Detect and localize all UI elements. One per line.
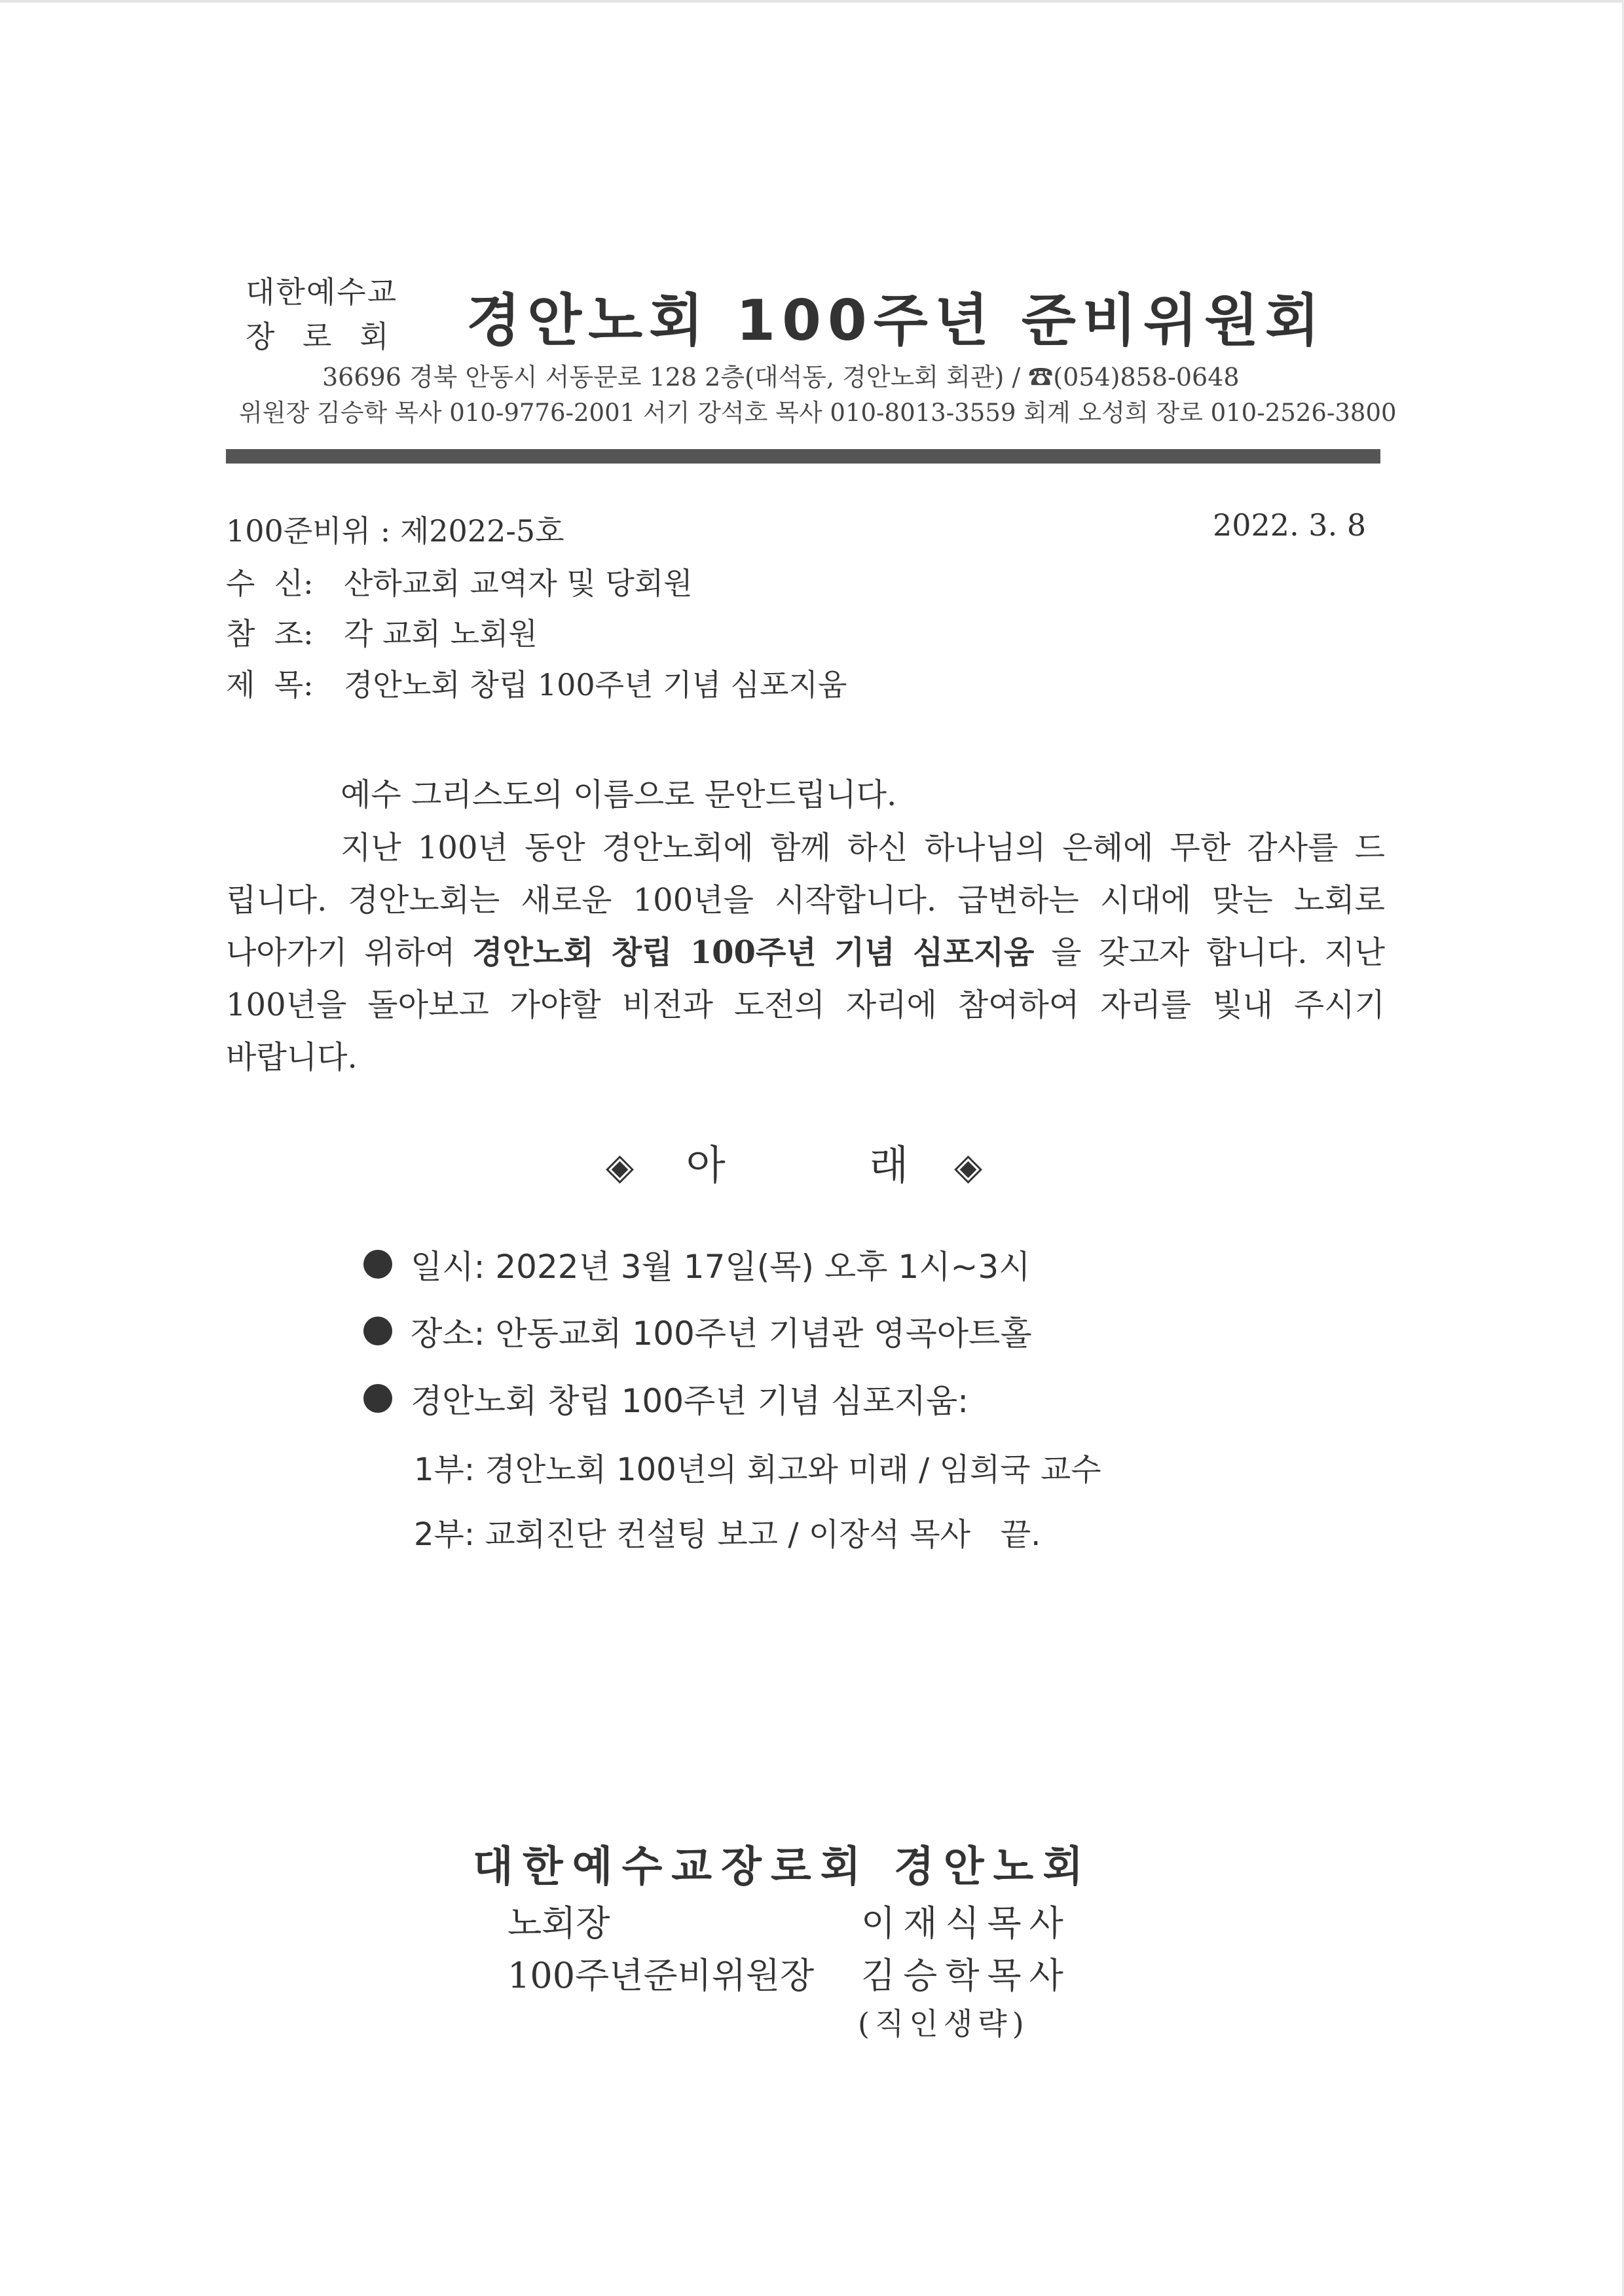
- body-line-5: 바랍니다.: [226, 1039, 358, 1076]
- heading-char-b: 래: [869, 1141, 909, 1189]
- reference-label: 참 조:: [226, 616, 314, 651]
- body-line-1: 지난 100년 동안 경안노회에 함께 하신 하나님의 은혜에 무한 감사를 드: [341, 829, 1385, 866]
- detail-item-text: 장소: 안동교회 100주년 기념관 영곡아트홀: [411, 1315, 1032, 1353]
- scan-top-edge: [0, 0, 1624, 3]
- letterhead-contacts: 위원장 김승학 목사 010-9776-2001 서기 강석호 목사 010-8013-3559 회계 오성희 장로 010-2526-3800: [239, 399, 1397, 427]
- recipient-value: 산하교회 교역자 및 당회원: [344, 566, 693, 601]
- letterhead-address: 36696 경북 안동시 서동문로 128 2층(대석동, 경안노회 회관) / ☎(054)858-0648: [322, 363, 1240, 392]
- body-line-3: [226, 927, 1385, 972]
- detail-item-datetime: [363, 1241, 1031, 1288]
- bullet-icon: [363, 1250, 392, 1279]
- subject-label: 제 목:: [226, 667, 314, 702]
- body-line-4: 100년을 돌아보고 가야할 비전과 도전의 자리에 참여하여 자리를 빛내 주시기: [226, 987, 1385, 1023]
- bullet-icon: [363, 1384, 392, 1413]
- detail-item-venue: [363, 1307, 1032, 1355]
- signature-role-1: 노회장: [507, 1903, 610, 1944]
- diamond-left-icon: ◈: [606, 1146, 635, 1188]
- document-date: 2022. 3. 8: [1213, 507, 1367, 543]
- program-part-2: 2부: 교회진단 컨설팅 보고 / 이장석 목사 끝.: [414, 1516, 1041, 1553]
- reference-value: 각 교회 노회원: [344, 616, 538, 651]
- greeting: 예수 그리스도의 이름으로 문안드립니다.: [341, 776, 897, 813]
- bullet-icon: [363, 1317, 392, 1345]
- body-line-3-pre: 나아가기 위하여: [226, 934, 473, 971]
- recipient-label: 수 신:: [226, 566, 314, 601]
- body-line-3-post: 을 갖고자 합니다. 지난: [1051, 934, 1385, 971]
- details-heading: [606, 1133, 982, 1191]
- signature-row-2: [507, 1948, 1071, 1998]
- symposium-highlight: 경안노회 창립 100주년 기념 심포지움: [472, 934, 1035, 971]
- letterhead-divider: [226, 449, 1380, 464]
- subject-row: [226, 661, 847, 704]
- document-number: 100준비위 : 제2022-5호: [226, 513, 564, 549]
- diamond-right-icon: ◈: [954, 1146, 983, 1188]
- org-name-line2: 장 로 회: [246, 319, 398, 354]
- committee-title: 경안노회 100주년 준비위원회: [466, 288, 1327, 354]
- program-part-1: 1부: 경안노회 100년의 회고와 미래 / 임희국 교수: [414, 1451, 1101, 1488]
- org-name-line1: 대한예수교: [246, 274, 398, 310]
- heading-char-a: 아: [686, 1141, 726, 1189]
- recipient-row: [226, 560, 693, 603]
- signature-name-2: 김승학목사: [861, 1955, 1071, 1996]
- signature-name-1: 이재식목사: [861, 1903, 1071, 1944]
- subject-value: 경안노회 창립 100주년 기념 심포지움: [344, 667, 847, 702]
- seal-omitted-note: (직인생략): [858, 2006, 1029, 2041]
- body-line-2: 립니다. 경안노회는 새로운 100년을 시작합니다. 급변하는 시대에 맞는 노회로: [226, 882, 1385, 919]
- detail-item-text: 일시: 2022년 3월 17일(목) 오후 1시~3시: [411, 1248, 1031, 1286]
- signature-role-2: 100주년준비위원장: [507, 1955, 815, 1996]
- detail-item-text: 경안노회 창립 100주년 기념 심포지움:: [411, 1382, 969, 1420]
- signature-row-1: [507, 1895, 1071, 1946]
- reference-row: [226, 610, 538, 653]
- detail-item-program: [363, 1375, 969, 1422]
- signature-organization: 대한예수교장로회 경안노회: [473, 1842, 1093, 1891]
